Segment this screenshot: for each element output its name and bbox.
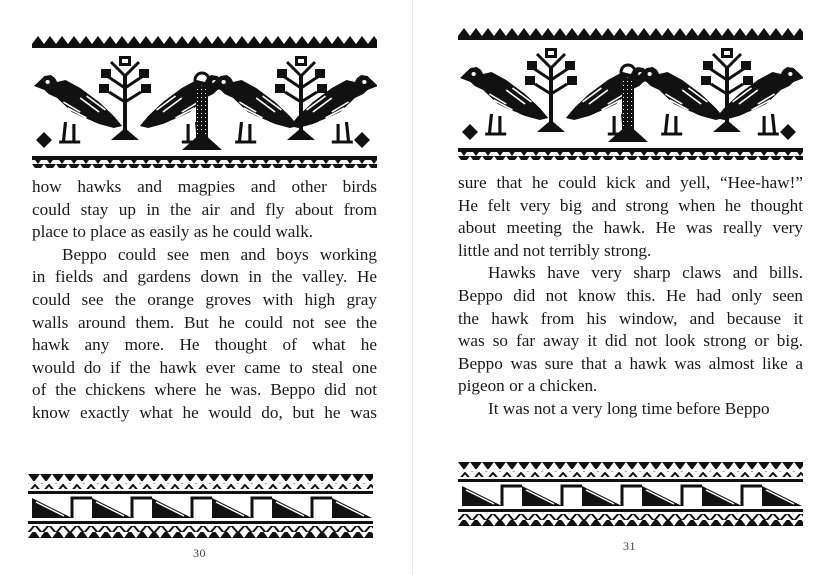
- text-line: place to place as easily as he could walk.: [32, 222, 314, 242]
- text-line: Beppo was sure that a hawk was almost like a: [458, 353, 803, 373]
- page-number: 30: [193, 546, 206, 560]
- text-line: Hawks have very sharp claws and bills.: [488, 263, 803, 283]
- text-line: of the chickens where he was. Beppo did not: [32, 380, 377, 400]
- text-line: Beppo could see men and boys working: [62, 244, 377, 264]
- page-number: 31: [623, 539, 636, 553]
- text-line: Beppo did not know this. He had only seen: [458, 285, 803, 305]
- text-line: little and not terribly strong.: [458, 240, 652, 260]
- embroidered-birds-tree-motif-icon: [458, 28, 803, 160]
- right-page-text: [458, 172, 803, 421]
- text-line: would do if the hawk ever came to steal one: [32, 357, 377, 377]
- embroidered-zigzag-motif-icon: [458, 462, 803, 526]
- text-line: how hawks and magpies and other birds: [32, 177, 377, 196]
- text-line: hawk any more. He thought of what he: [32, 335, 377, 355]
- text-line: sure that he could kick and yell, “Hee-haw!”: [458, 173, 803, 192]
- text-line: was so far away it did not look strong or big.: [458, 331, 803, 351]
- text-line: know exactly what he would do, but he was: [32, 402, 377, 422]
- right-page: [413, 0, 827, 575]
- text-line: It was not a very long time before Beppo: [488, 398, 770, 418]
- left-page: [0, 0, 413, 575]
- left-page-text: [32, 176, 377, 425]
- text-line: the hawk from his window, and because it: [458, 308, 803, 328]
- embroidered-birds-tree-motif-icon: [32, 36, 377, 168]
- text-line: in fields and gardens down in the valley. He: [32, 267, 377, 287]
- text-line: about meeting the hawk. He was really very: [458, 218, 803, 238]
- text-line: He felt very big and strong when he thought: [458, 195, 803, 215]
- text-line: pigeon or a chicken.: [458, 376, 598, 396]
- embroidered-zigzag-motif-icon: [28, 474, 373, 538]
- text-line: walls around them. But he could not see the: [32, 312, 377, 332]
- text-line: could stay up in the air and fly about from: [32, 199, 377, 219]
- text-line: could see the orange groves with high gray: [32, 289, 377, 309]
